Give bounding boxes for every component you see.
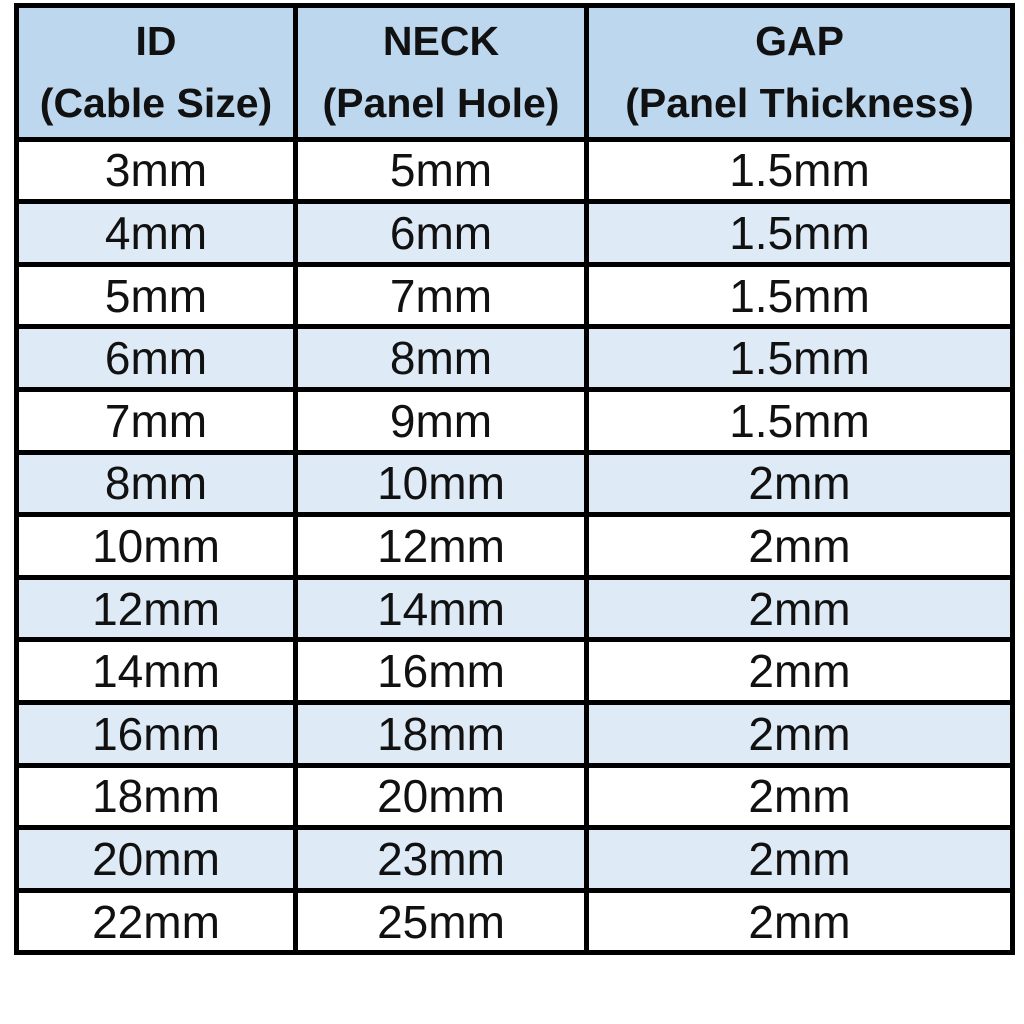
table-cell: 5mm [17, 264, 296, 327]
table-cell: 18mm [296, 702, 587, 765]
table-cell: 1.5mm [587, 264, 1013, 327]
table-body [17, 139, 1013, 953]
header-cell-neck [296, 6, 587, 140]
table-row [17, 327, 1013, 390]
header-row [17, 6, 1013, 140]
table-row [17, 828, 1013, 891]
table-row [17, 264, 1013, 327]
table-row [17, 139, 1013, 202]
table-cell: 2mm [587, 640, 1013, 703]
table-cell: 20mm [17, 828, 296, 891]
header-id-sub: (Cable Size) [39, 80, 273, 127]
table-cell: 2mm [587, 577, 1013, 640]
table-row [17, 202, 1013, 265]
table-cell: 10mm [17, 515, 296, 578]
header-cell-gap [587, 6, 1013, 140]
table-cell: 1.5mm [587, 202, 1013, 265]
table-cell: 1.5mm [587, 139, 1013, 202]
table-cell: 9mm [296, 390, 587, 453]
header-gap-main: GAP [755, 18, 844, 64]
table-row [17, 890, 1013, 953]
header-gap-sub: (Panel Thickness) [625, 80, 974, 127]
table-cell: 5mm [296, 139, 587, 202]
table-cell: 8mm [296, 327, 587, 390]
table-cell: 4mm [17, 202, 296, 265]
table-cell: 25mm [296, 890, 587, 953]
table-row [17, 702, 1013, 765]
table-cell: 2mm [587, 515, 1013, 578]
table-cell: 2mm [587, 765, 1013, 828]
table-cell: 2mm [587, 702, 1013, 765]
table-cell: 12mm [17, 577, 296, 640]
table-cell: 20mm [296, 765, 587, 828]
table-cell: 7mm [17, 390, 296, 453]
table-cell: 23mm [296, 828, 587, 891]
table-cell: 7mm [296, 264, 587, 327]
header-neck-main: NECK [382, 18, 500, 64]
table-cell: 8mm [17, 452, 296, 515]
table-cell: 12mm [296, 515, 587, 578]
table-cell: 3mm [17, 139, 296, 202]
header-id-main: ID [135, 18, 177, 64]
header-cell-id [17, 6, 296, 140]
table-row [17, 452, 1013, 515]
table-row [17, 577, 1013, 640]
table-row [17, 765, 1013, 828]
table-cell: 1.5mm [587, 327, 1013, 390]
table-cell: 10mm [296, 452, 587, 515]
table-cell: 1.5mm [587, 390, 1013, 453]
table-row [17, 515, 1013, 578]
table-cell: 16mm [296, 640, 587, 703]
table-cell: 18mm [17, 765, 296, 828]
header-neck-sub: (Panel Hole) [322, 80, 560, 127]
table-cell: 14mm [17, 640, 296, 703]
table-row [17, 640, 1013, 703]
table-cell: 6mm [296, 202, 587, 265]
table-cell: 22mm [17, 890, 296, 953]
table-cell: 16mm [17, 702, 296, 765]
table-header [17, 6, 1013, 140]
cable-gland-size-table [14, 3, 1015, 955]
table-cell: 2mm [587, 828, 1013, 891]
table-cell: 14mm [296, 577, 587, 640]
table-row [17, 390, 1013, 453]
table-cell: 2mm [587, 890, 1013, 953]
table-cell: 2mm [587, 452, 1013, 515]
table-cell: 6mm [17, 327, 296, 390]
